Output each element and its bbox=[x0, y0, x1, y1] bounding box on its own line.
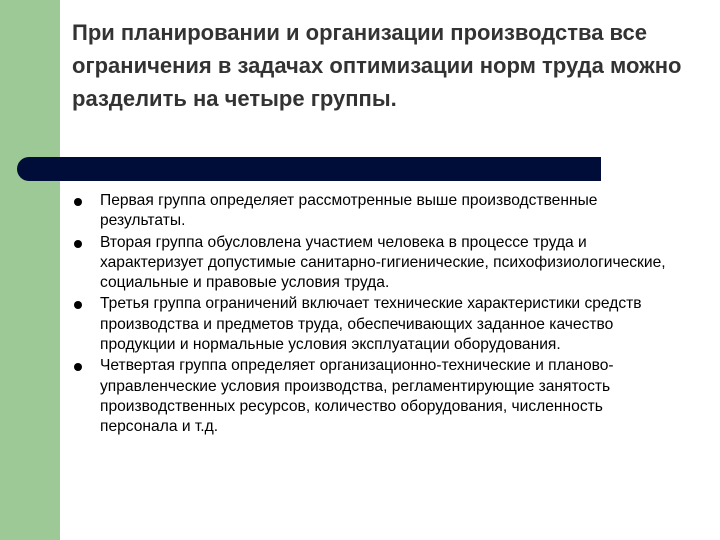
bullet-list bbox=[74, 191, 674, 438]
bullet-dot-icon bbox=[74, 240, 82, 248]
slide-title: При планировании и организации производства все ограничения в задачах оптимизации норм труда можно разделить на четыре группы. bbox=[72, 20, 682, 111]
bullet-item bbox=[74, 294, 674, 355]
title-underline-bar bbox=[17, 157, 601, 181]
bullet-text: Третья группа ограничений включает технические характеристики средств производства и предметов труда, обеспечивающих заданное качество продукции и нормальные условия эксплуатации оборудования. bbox=[100, 295, 642, 354]
bullet-dot-icon bbox=[74, 363, 82, 371]
bullet-text: Четвертая группа определяет организационно-технические и планово-управленческие условия производства, регламентирующие занятость производственных ресурсов, количество оборудования, численность персонала и т.д. bbox=[100, 357, 614, 436]
bullet-item bbox=[74, 233, 674, 294]
bullet-dot-icon bbox=[74, 301, 82, 309]
bullet-item bbox=[74, 191, 674, 232]
bullet-dot-icon bbox=[74, 198, 82, 206]
bullet-text: Вторая группа обусловлена участием человека в процессе труда и характеризует допустимые санитарно-гигиенические, психофизиологические, социальные и правовые условия труда. bbox=[100, 233, 666, 292]
bullet-text: Первая группа определяет рассмотренные выше производственные результаты. bbox=[100, 192, 598, 230]
bullet-item bbox=[74, 356, 674, 437]
side-accent-band bbox=[0, 0, 60, 540]
